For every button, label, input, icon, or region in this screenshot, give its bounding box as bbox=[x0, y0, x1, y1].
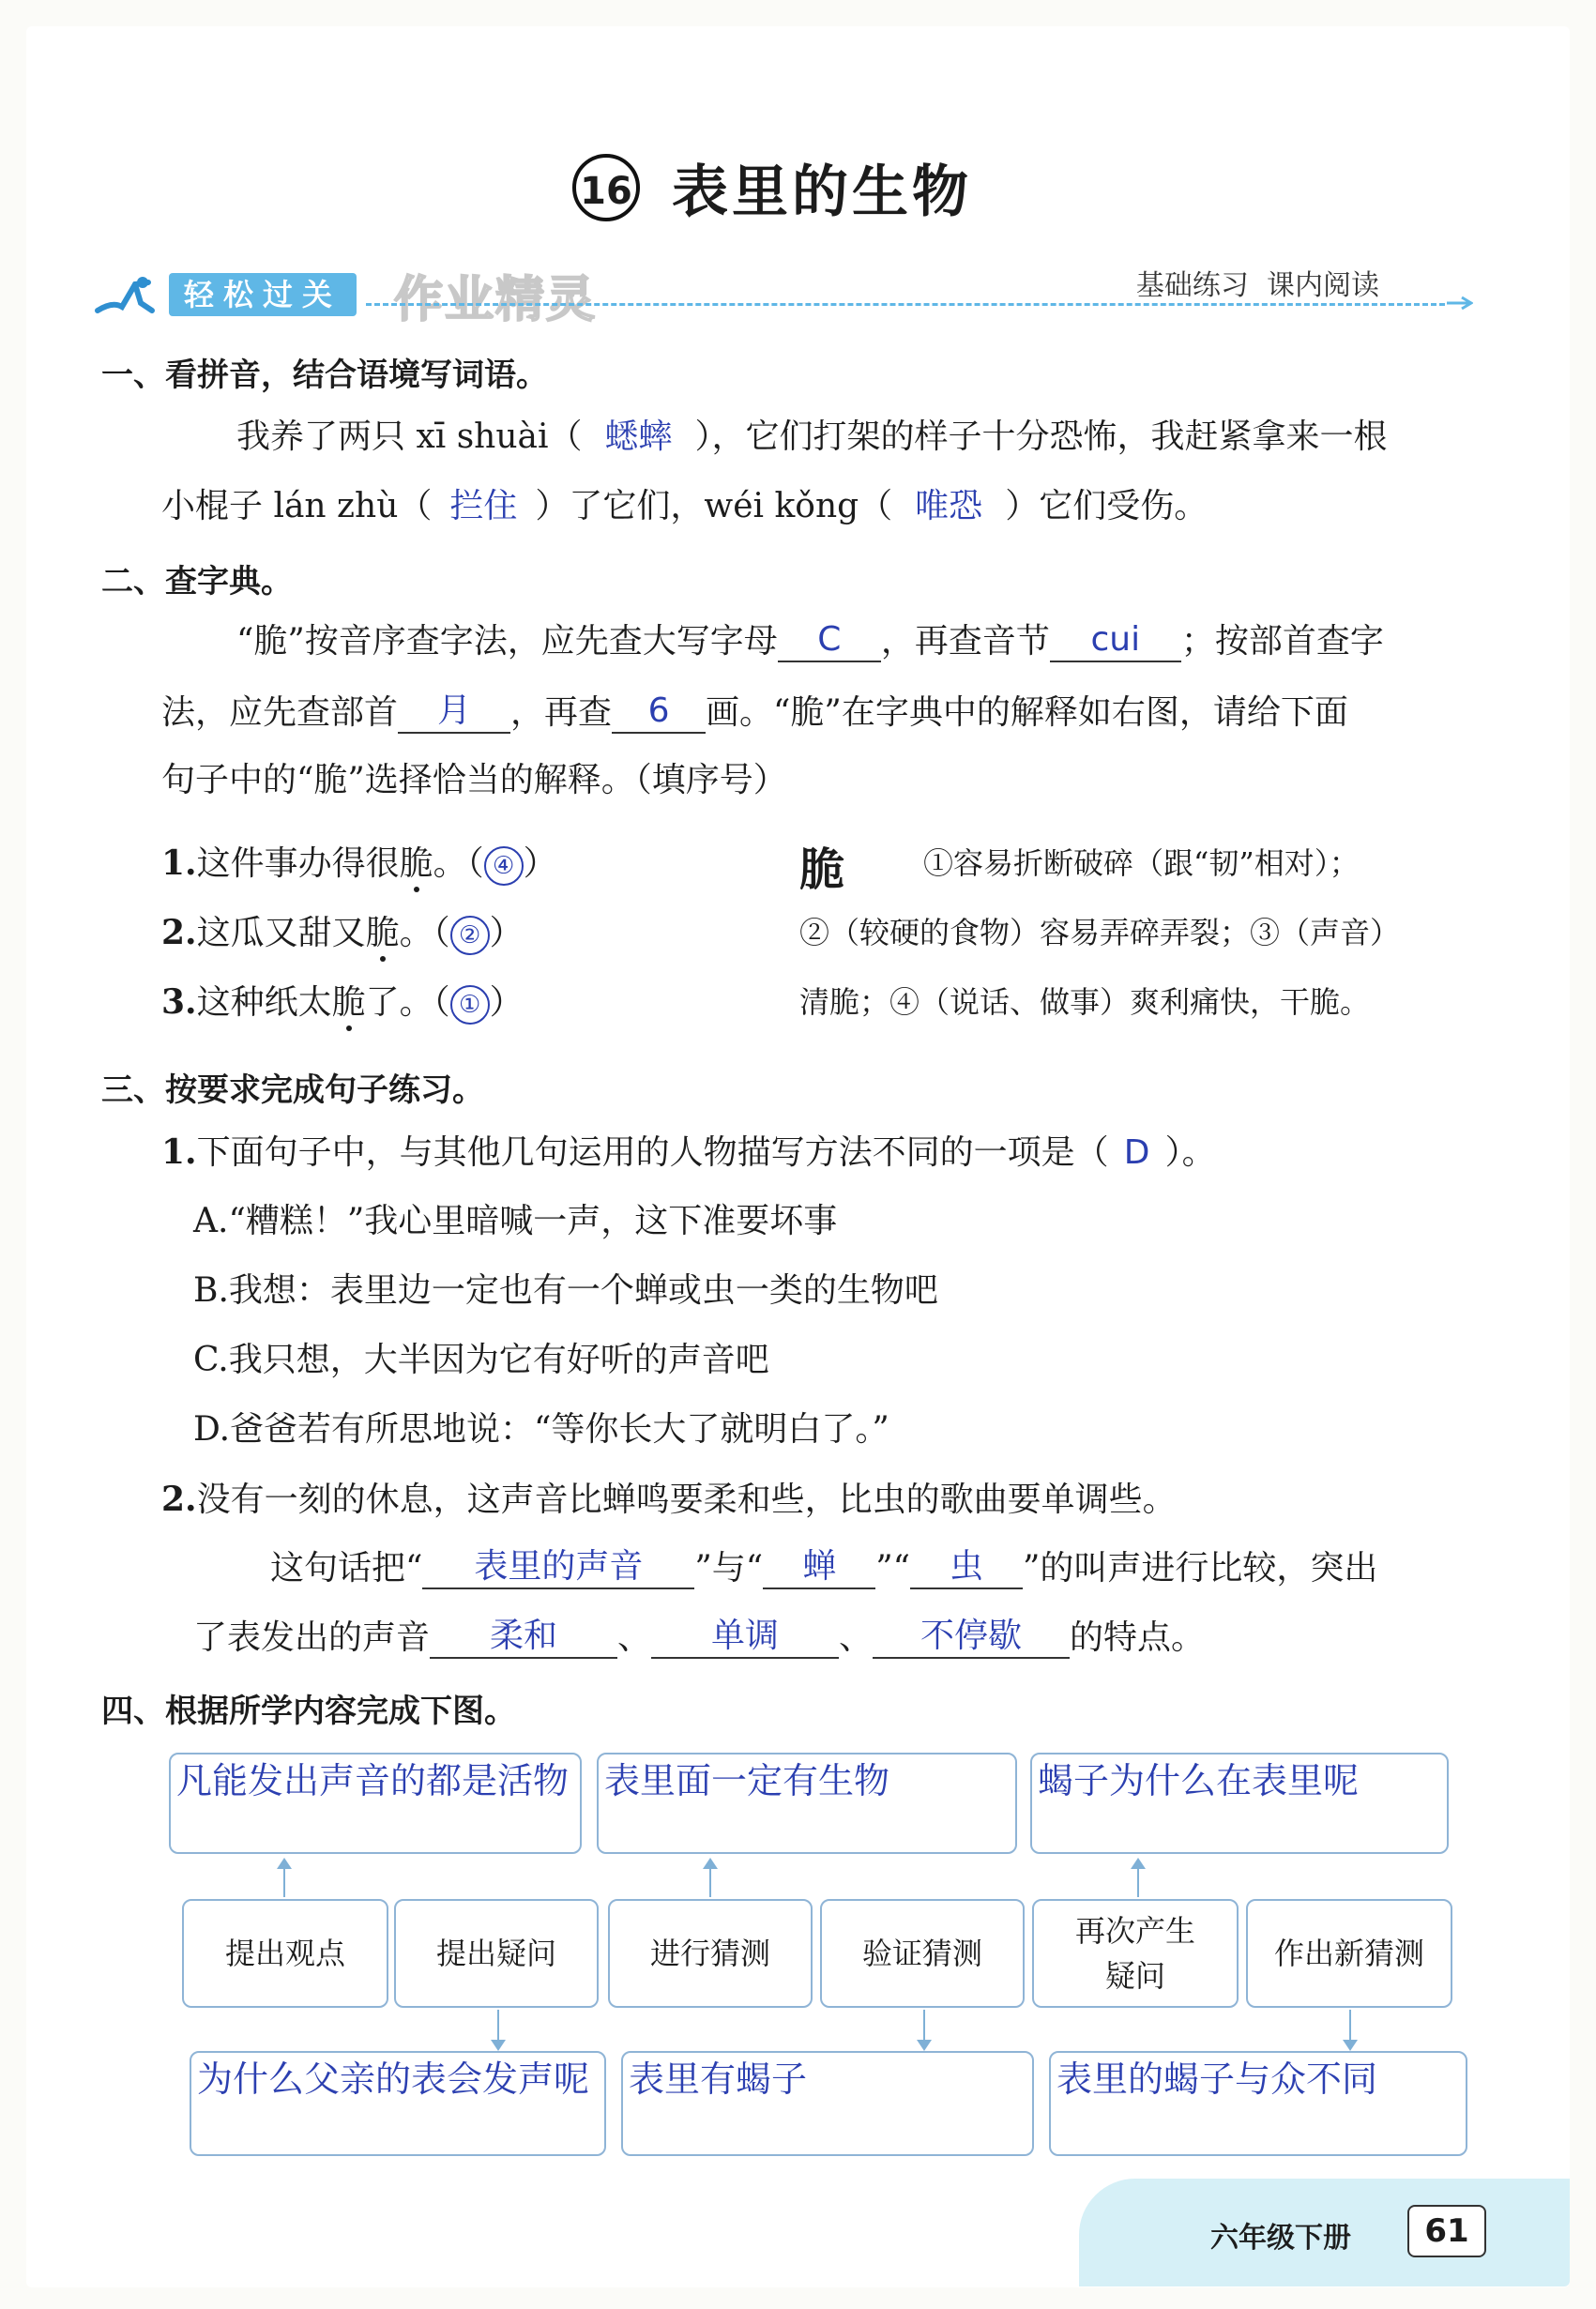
answer-trait2: 单调 bbox=[651, 1616, 839, 1659]
option-c: C.我只想，大半因为它有好听的声音吧 bbox=[193, 1341, 769, 1379]
watermark: 作业精灵 bbox=[394, 272, 598, 328]
mid-box-5: 再次产生疑问 bbox=[1032, 1899, 1239, 2008]
bottom-box-3: 表里的蝎子与众不同 bbox=[1049, 2051, 1467, 2156]
lesson-title-text: 表里的生物 bbox=[672, 160, 972, 225]
arrow-down-3 bbox=[1349, 2010, 1351, 2047]
top-box-3: 蝎子为什么在表里呢 bbox=[1030, 1753, 1449, 1854]
arrow-up-2 bbox=[709, 1861, 711, 1897]
answer-compare1: 表里的声音 bbox=[422, 1546, 694, 1589]
top-box-2: 表里面一定有生物 bbox=[597, 1753, 1017, 1854]
mid-box-4: 验证猜测 bbox=[820, 1899, 1025, 2008]
banner-label: 轻松过关 bbox=[169, 273, 357, 316]
answer-xishuai: 蟋蟀 bbox=[604, 418, 673, 456]
banner-end-icon bbox=[1445, 296, 1473, 311]
dictionary-def1: ①容易折断破碎（跟“韧”相对）； bbox=[923, 845, 1360, 881]
answer-lanzhu: 拦住 bbox=[449, 487, 518, 525]
option-d: D.爸爸若有所思地说：“等你长大了就明白了。” bbox=[193, 1410, 889, 1449]
answer-strokes: 6 bbox=[612, 691, 706, 734]
arrow-up-3 bbox=[1137, 1861, 1139, 1897]
arrow-up-1 bbox=[283, 1861, 285, 1897]
section3-q2-line1: 这句话把“ 表里的声音 ”与“ 蝉 ”“ 虫 ”的叫声进行比较，突出 bbox=[270, 1547, 1378, 1587]
section4-heading: 四、根据所学内容完成下图。 bbox=[101, 1693, 516, 1730]
dictionary-char: 脆 bbox=[799, 843, 845, 896]
bottom-box-1: 为什么父亲的表会发声呢 bbox=[190, 2051, 606, 2156]
dictionary-def3: 清脆；④（说话、做事）爽利痛快，干脆。 bbox=[799, 984, 1371, 1020]
answer-compare2: 蝉 bbox=[763, 1546, 875, 1589]
runner-icon bbox=[94, 275, 160, 316]
lesson-number: 16 bbox=[572, 154, 640, 221]
answer-syllable: cui bbox=[1050, 619, 1181, 662]
answer-compare3: 虫 bbox=[910, 1546, 1023, 1589]
answer-trait1: 柔和 bbox=[430, 1616, 617, 1659]
section3-q2: 2.没有一刻的休息，这声音比蝉鸣要柔和些，比虫的歌曲要单调些。 bbox=[161, 1480, 1177, 1519]
mid-box-3: 进行猜测 bbox=[608, 1899, 813, 2008]
banner-dashed-line bbox=[366, 303, 1445, 306]
answer-letter: C bbox=[778, 619, 881, 662]
section3-q1: 1.下面句子中，与其他几句运用的人物描写方法不同的一项是（ D ）。 bbox=[161, 1132, 1216, 1172]
footer bbox=[1079, 2179, 1570, 2286]
lesson-title bbox=[572, 150, 972, 225]
dictionary-def2: ②（较硬的食物）容易弄碎弄裂；③（声音） bbox=[799, 915, 1401, 950]
arrow-down-1 bbox=[497, 2010, 499, 2047]
page-number: 61 bbox=[1407, 2205, 1486, 2257]
answer-weikong: 唯恐 bbox=[915, 487, 983, 525]
option-b: B.我想：表里边一定也有一个蝉或虫一类的生物吧 bbox=[193, 1271, 938, 1310]
answer-trait3: 不停歇 bbox=[873, 1616, 1070, 1659]
mid-box-1: 提出观点 bbox=[182, 1899, 388, 2008]
option-a: A.“糟糕！”我心里暗喊一声，这下准要坏事 bbox=[193, 1202, 838, 1240]
section2-q3: 3.这种纸太脆了。（ ① ） bbox=[161, 981, 524, 1025]
section2-line1: “脆”按音序查字法，应先查大写字母 C ，再查音节 cui ；按部首查字 bbox=[236, 620, 1384, 661]
bottom-box-2: 表里有蝎子 bbox=[621, 2051, 1034, 2156]
answer-q3: ① bbox=[450, 985, 490, 1025]
section2-line3: 句子中的“脆”选择恰当的解释。（填序号） bbox=[161, 761, 787, 799]
answer-q1: ④ bbox=[484, 846, 524, 886]
mid-box-2: 提出疑问 bbox=[394, 1899, 599, 2008]
section2-q2: 2.这瓜又甜又脆。（ ② ） bbox=[161, 912, 524, 955]
mid-box-6: 作出新猜测 bbox=[1246, 1899, 1452, 2008]
section3-q2-line2: 了表发出的声音 柔和 、 单调 、 不停歇 的特点。 bbox=[193, 1617, 1206, 1657]
footer-grade: 六年级下册 bbox=[1210, 2222, 1351, 2255]
answer-radical: 月 bbox=[398, 691, 510, 734]
answer-q2: ② bbox=[450, 916, 490, 955]
section3-heading: 三、按要求完成句子练习。 bbox=[101, 1071, 484, 1109]
section2-heading: 二、查字典。 bbox=[101, 563, 293, 600]
answer-choice: D bbox=[1123, 1133, 1150, 1172]
arrow-down-2 bbox=[923, 2010, 925, 2047]
banner-right-text: 基础练习 课内阅读 bbox=[1135, 269, 1379, 302]
section2-q1: 1.这件事办得很脆。（ ④ ） bbox=[161, 843, 557, 886]
top-box-1: 凡能发出声音的都是活物 bbox=[169, 1753, 582, 1854]
section1-heading: 一、看拼音，结合语境写词语。 bbox=[101, 357, 548, 394]
section-banner bbox=[94, 267, 1482, 328]
section2-line2: 法，应先查部首 月 ，再查 6 画。“脆”在字典中的解释如右图，请给下面 bbox=[161, 691, 1348, 732]
section1-line1: 我养了两只 xī shuài（ 蟋蟀 ），它们打架的样子十分恐怖，我赶紧拿来一根 bbox=[236, 418, 1388, 456]
section1-line2: 小棍子 lán zhù（ 拦住 ）了它们，wéi kǒng（ 唯恐 ）它们受伤。 bbox=[161, 487, 1208, 525]
